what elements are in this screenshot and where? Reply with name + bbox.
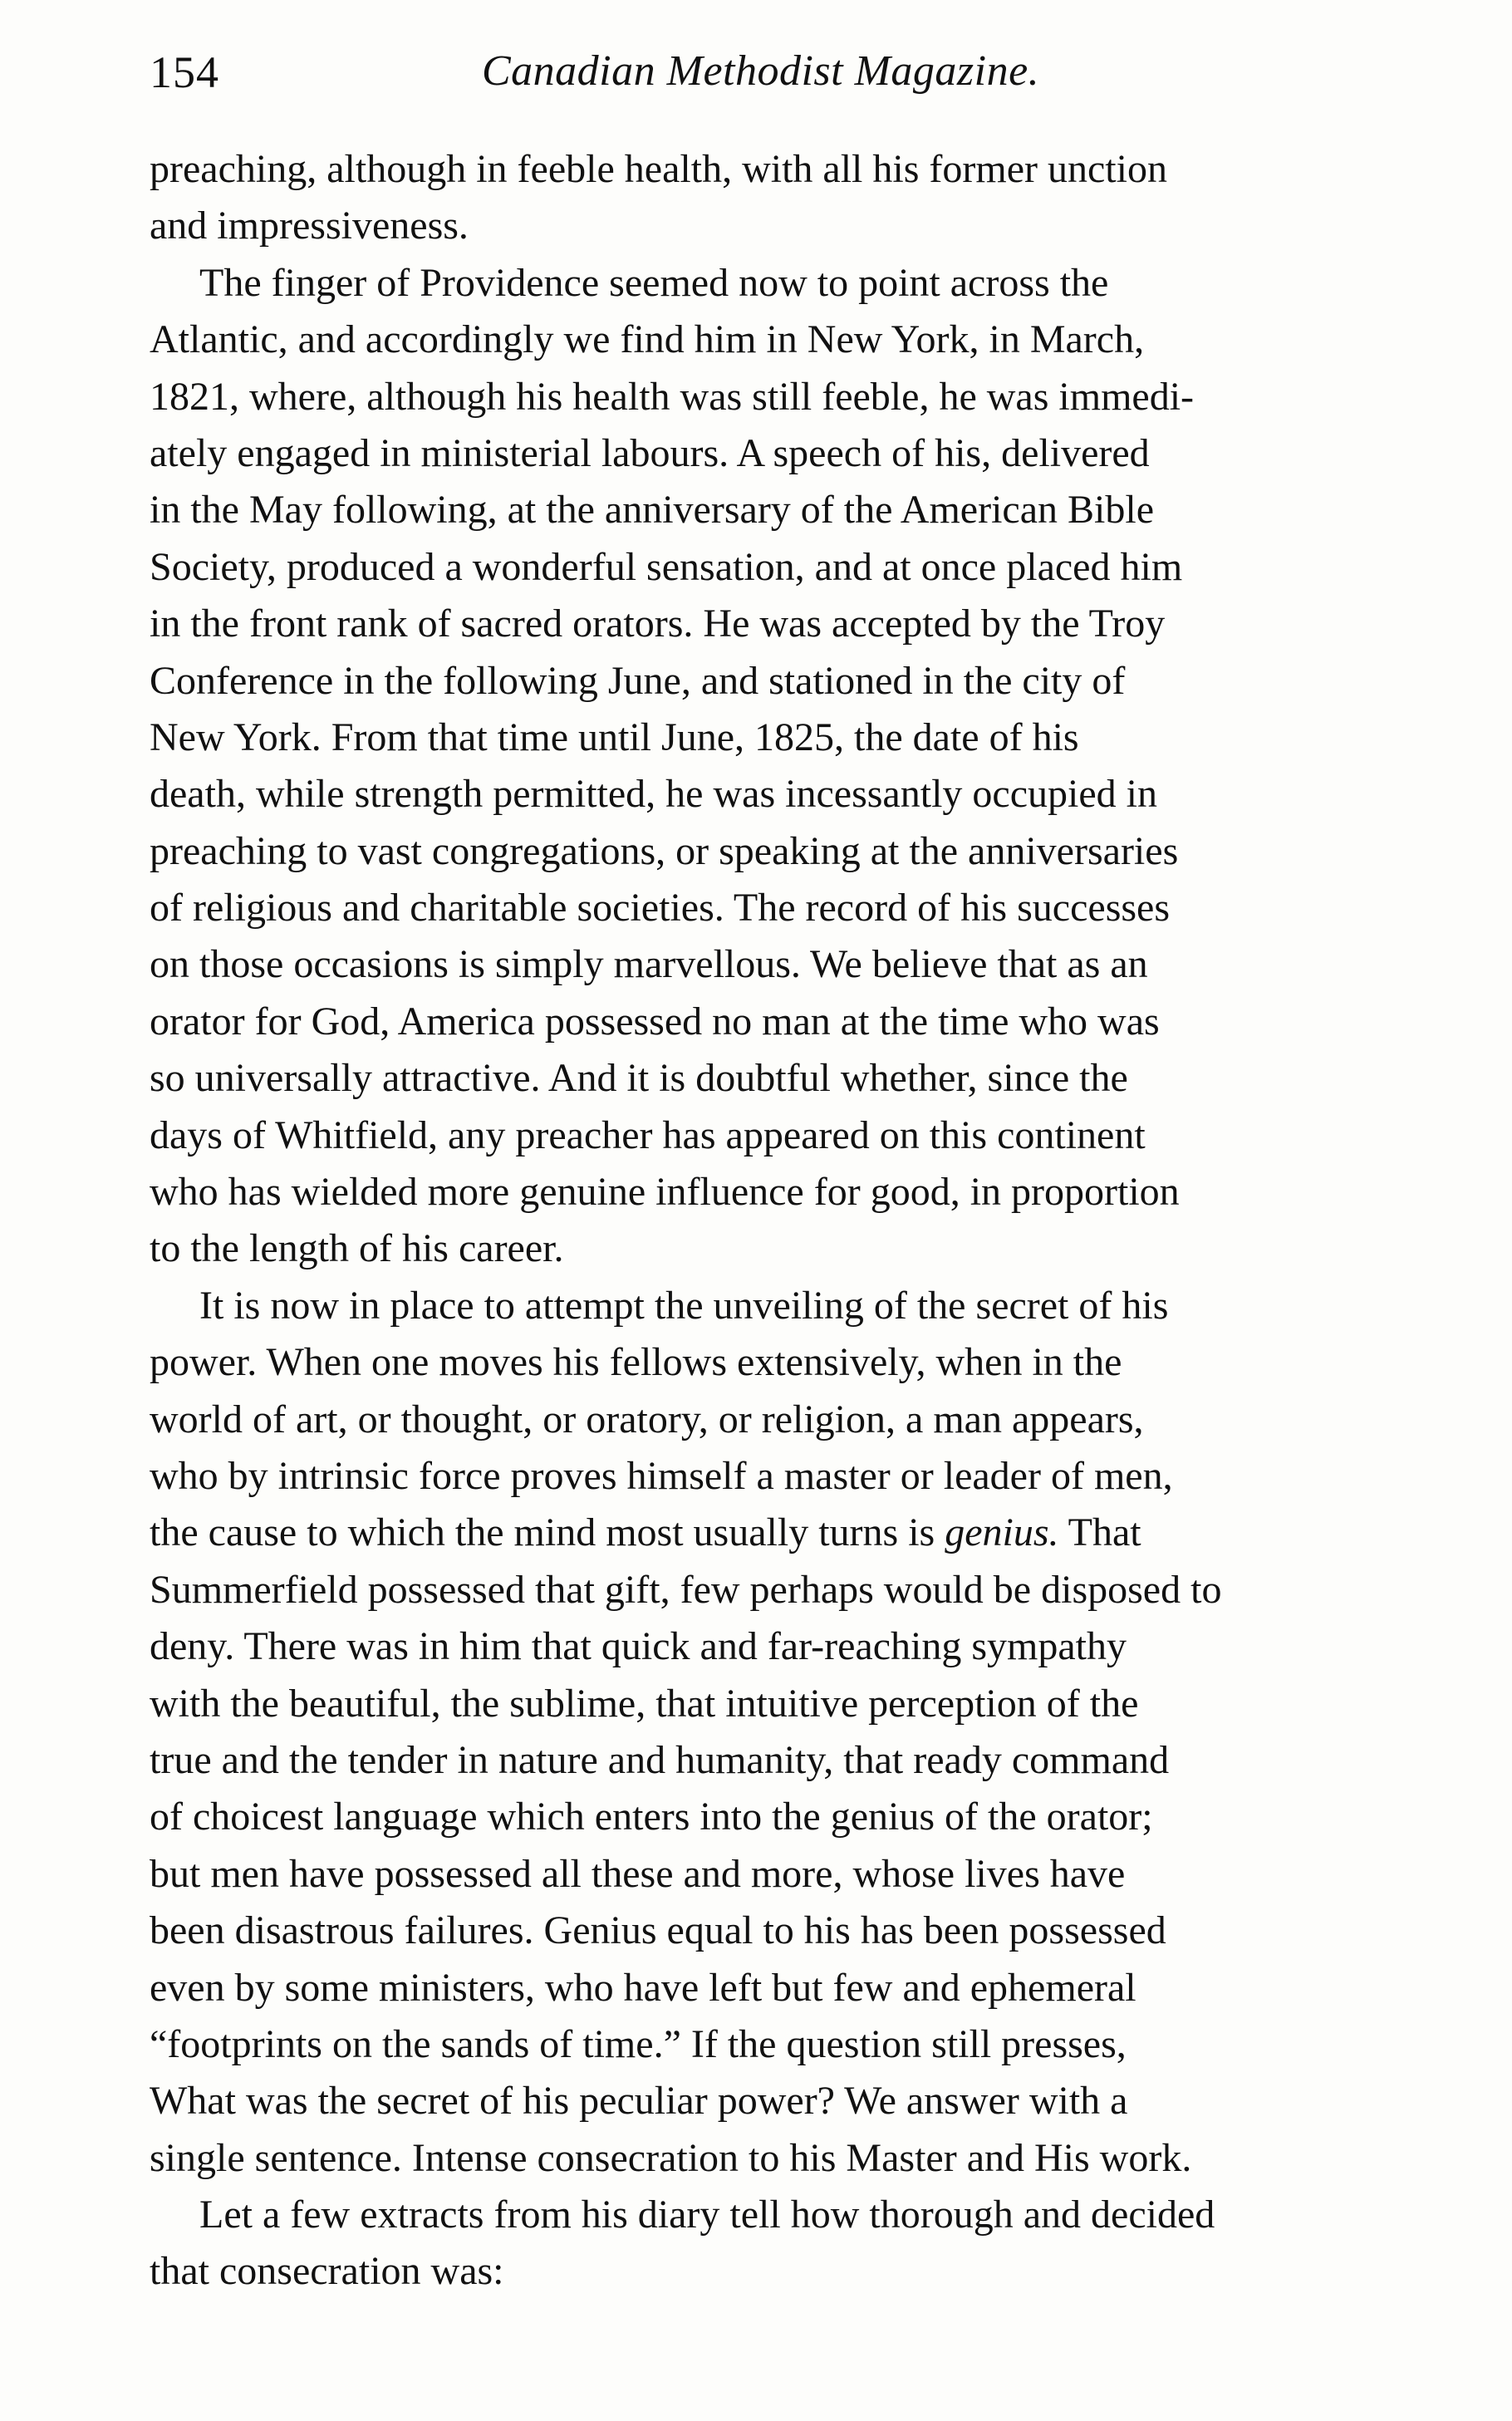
text-line: orator for God, America possessed no man at the time who was xyxy=(150,999,1160,1044)
text-line: even by some ministers, who have left but few and ephemeral xyxy=(150,1965,1136,2010)
text-line: to the length of his career. xyxy=(150,1226,564,1271)
text-line: 1821, where, although his health was still feeble, he was immedi- xyxy=(150,374,1195,419)
text-line: who by intrinsic force proves himself a master or leader of men, xyxy=(150,1453,1173,1498)
text-line: true and the tender in nature and humanity, that ready command xyxy=(150,1737,1170,1782)
text-line: the cause to which the mind most usually turns is genius. That xyxy=(150,1510,1141,1555)
paragraph xyxy=(150,2187,1479,2301)
running-head: Canadian Methodist Magazine. xyxy=(482,47,1040,95)
text-line: in the front rank of sacred orators. He was accepted by the Troy xyxy=(150,602,1166,646)
page-header xyxy=(150,42,1412,108)
emphasis: genius. xyxy=(945,1510,1059,1555)
text-line: but men have possessed all these and more, whose lives have xyxy=(150,1851,1126,1896)
text-line: single sentence. Intense consecration to his Master and His work. xyxy=(150,2135,1192,2180)
text-line: Summerfield possessed that gift, few perhaps would be disposed to xyxy=(150,1567,1222,1612)
text-line: been disastrous failures. Genius equal to his has been possessed xyxy=(150,1908,1166,1953)
text-line: Society, produced a wonderful sensation, and at once placed him xyxy=(150,544,1183,589)
text-line: days of Whitfield, any preacher has appeared on this continent xyxy=(150,1112,1146,1157)
text-line: world of art, or thought, or oratory, or religion, a man appears, xyxy=(150,1397,1144,1441)
text-line: deny. There was in him that quick and far-reaching sympathy xyxy=(150,1624,1127,1669)
text-line: so universally attractive. And it is doubtful whether, since the xyxy=(150,1056,1128,1101)
page-number: 154 xyxy=(150,47,219,97)
text-line: of religious and charitable societies. The record of his successes xyxy=(150,886,1171,931)
text-line: preaching, although in feeble health, with all his former unction xyxy=(150,147,1167,191)
text-line: New York. From that time until June, 1825, the date of his xyxy=(150,715,1079,759)
paragraph xyxy=(150,255,1479,1278)
text-line: Atlantic, and accordingly we find him in New York, in March, xyxy=(150,317,1145,362)
paragraph xyxy=(150,141,1479,255)
text-line: who has wielded more genuine influence for good, in proportion xyxy=(150,1170,1180,1215)
text-line: What was the secret of his peculiar power? We answer with a xyxy=(150,2079,1128,2124)
text-line: Conference in the following June, and stationed in the city of xyxy=(150,658,1126,703)
text-line: with the beautiful, the sublime, that intuitive perception of the xyxy=(150,1681,1139,1726)
text-line: Let a few extracts from his diary tell how thorough and decided xyxy=(199,2193,1215,2237)
text-line: The finger of Providence seemed now to point across the xyxy=(199,260,1109,305)
text-line: “footprints on the sands of time.” If the question still presses, xyxy=(150,2021,1127,2066)
body-text xyxy=(150,141,1479,2301)
paragraph xyxy=(150,1278,1479,2187)
text-line: of choicest language which enters into the genius of the orator; xyxy=(150,1795,1153,1839)
text-line: on those occasions is simply marvellous. We believe that as an xyxy=(150,942,1148,987)
text-line: preaching to vast congregations, or speaking at the anniversaries xyxy=(150,828,1179,873)
text-line: in the May following, at the anniversary of the American Bible xyxy=(150,488,1154,533)
text-line: that consecration was: xyxy=(150,2249,504,2294)
text-line: power. When one moves his fellows extensively, when in the xyxy=(150,1340,1122,1385)
text-line: and impressiveness. xyxy=(150,204,469,248)
text-line: It is now in place to attempt the unveiling of the secret of his xyxy=(199,1283,1169,1328)
text-line: ately engaged in ministerial labours. A speech of his, delivered xyxy=(150,430,1150,475)
text-line: death, while strength permitted, he was incessantly occupied in xyxy=(150,772,1157,817)
